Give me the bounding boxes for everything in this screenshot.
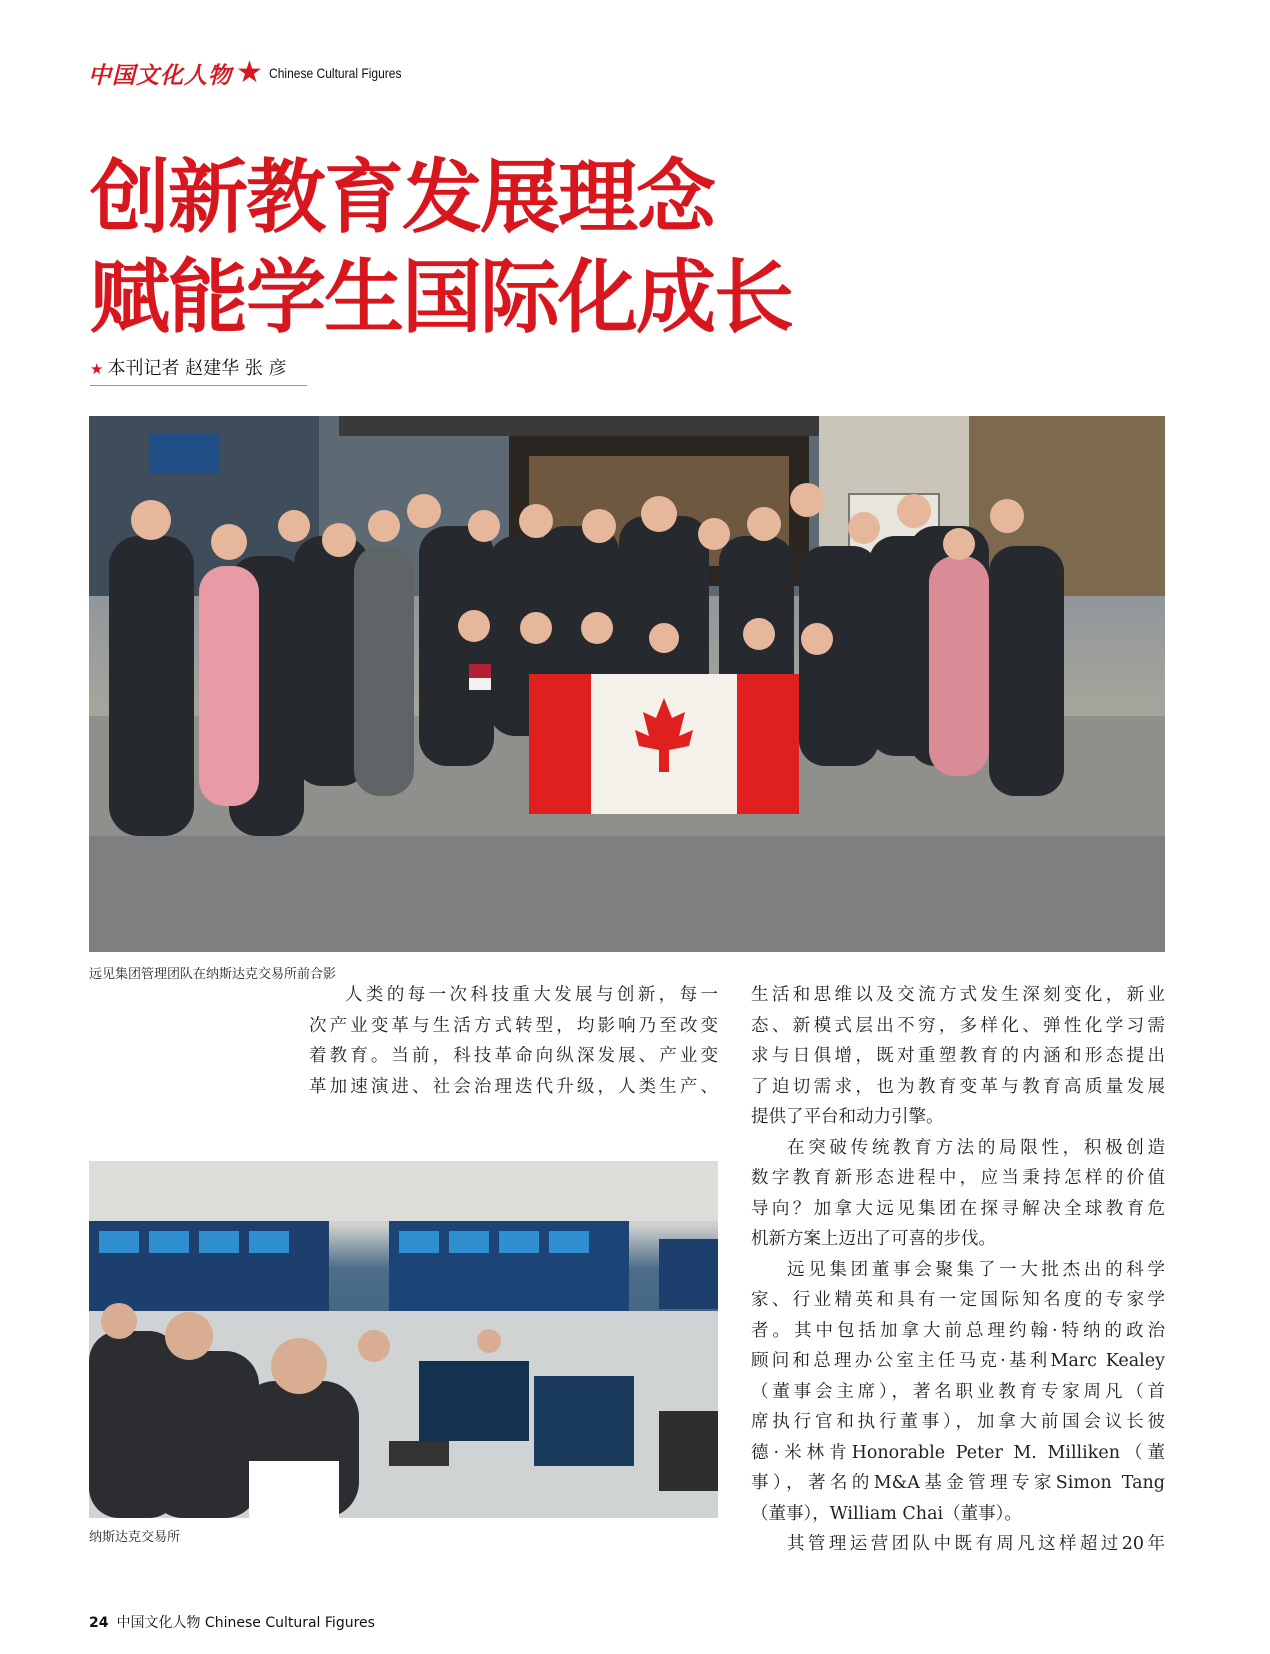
text-line: 远见集团董事会聚集了一大批杰出的科学	[787, 1259, 1165, 1280]
group-photo-illustration	[89, 416, 1165, 952]
headline-line-2: 赋能学生国际化成长	[90, 251, 792, 344]
article-left-column	[309, 980, 718, 1102]
headline-line-1: 创新教育发展理念	[90, 151, 714, 244]
text-line: 席执行官和执行董事），加拿大前国会议长彼	[751, 1412, 1165, 1432]
text-line: （董事会主席），著名职业教育专家周凡（首	[751, 1381, 1165, 1402]
group-photo	[89, 416, 1165, 952]
text-line: 机新方案上迈出了可喜的步伐。	[751, 1229, 996, 1249]
text-line: 了迫切需求，也为教育变革与教育高质量发展	[751, 1076, 1165, 1097]
text-line: 事），著名的M&A基金管理专家Simon Tang	[751, 1473, 1165, 1493]
text-line: 着教育。当前，科技革命向纵深发展、产业变	[309, 1046, 718, 1066]
text-line: 数字教育新形态进程中，应当秉持怎样的价值	[751, 1168, 1165, 1188]
nasdaq-photo	[89, 1161, 718, 1518]
text-line: 其管理运营团队中既有周凡这样超过20年	[787, 1534, 1165, 1554]
text-line: 态、新模式层出不穷，多样化、弹性化学习需	[751, 1015, 1165, 1036]
photo-2-caption: 纳斯达克交易所	[89, 1530, 181, 1545]
article-headline	[90, 148, 792, 348]
text-line: 提供了平台和动力引擎。	[751, 1107, 944, 1127]
text-line: 导向？加拿大远见集团在探寻解决全球教育危	[751, 1198, 1165, 1219]
byline	[90, 354, 307, 386]
page-number: 24	[89, 1615, 109, 1631]
text-line: （董事），William Chai（董事）。	[751, 1503, 1022, 1524]
text-line: 者。其中包括加拿大前总理约翰·特纳的政治	[751, 1320, 1165, 1341]
article-right-column	[751, 980, 1165, 1560]
text-line: 次产业变革与生活方式转型，均影响乃至改变	[309, 1015, 718, 1036]
text-line: 家、行业精英和具有一定国际知名度的专家学	[751, 1290, 1165, 1310]
text-line: 在突破传统教育方法的局限性，积极创造	[787, 1137, 1165, 1158]
nasdaq-photo-illustration	[89, 1161, 718, 1518]
page-footer	[89, 1612, 375, 1632]
byline-text: 本刊记者 赵建华 张 彦	[107, 358, 287, 379]
masthead	[88, 56, 423, 90]
masthead-title-cn: 中国文化人物	[88, 61, 232, 89]
text-line: 人类的每一次科技重大发展与创新，每一	[345, 985, 718, 1005]
star-icon: ★	[236, 55, 263, 90]
text-line: 生活和思维以及交流方式发生深刻变化，新业	[751, 985, 1165, 1005]
text-line: 求与日俱增，既对重塑教育的内涵和形态提出	[751, 1046, 1165, 1066]
text-line: 顾问和总理办公室主任马克·基利Marc Kealey	[751, 1351, 1165, 1371]
masthead-title-en: Chinese Cultural Figures	[268, 65, 402, 81]
text-line: 德·米林肯Honorable Peter M. Milliken（董	[751, 1442, 1165, 1463]
photo-1-caption: 远见集团管理团队在纳斯达克交易所前合影	[89, 967, 337, 982]
footer-publication: 中国文化人物 Chinese Cultural Figures	[116, 1615, 375, 1631]
text-line: 革加速演进、社会治理迭代升级，人类生产、	[309, 1076, 718, 1097]
star-icon: ★	[90, 360, 104, 378]
